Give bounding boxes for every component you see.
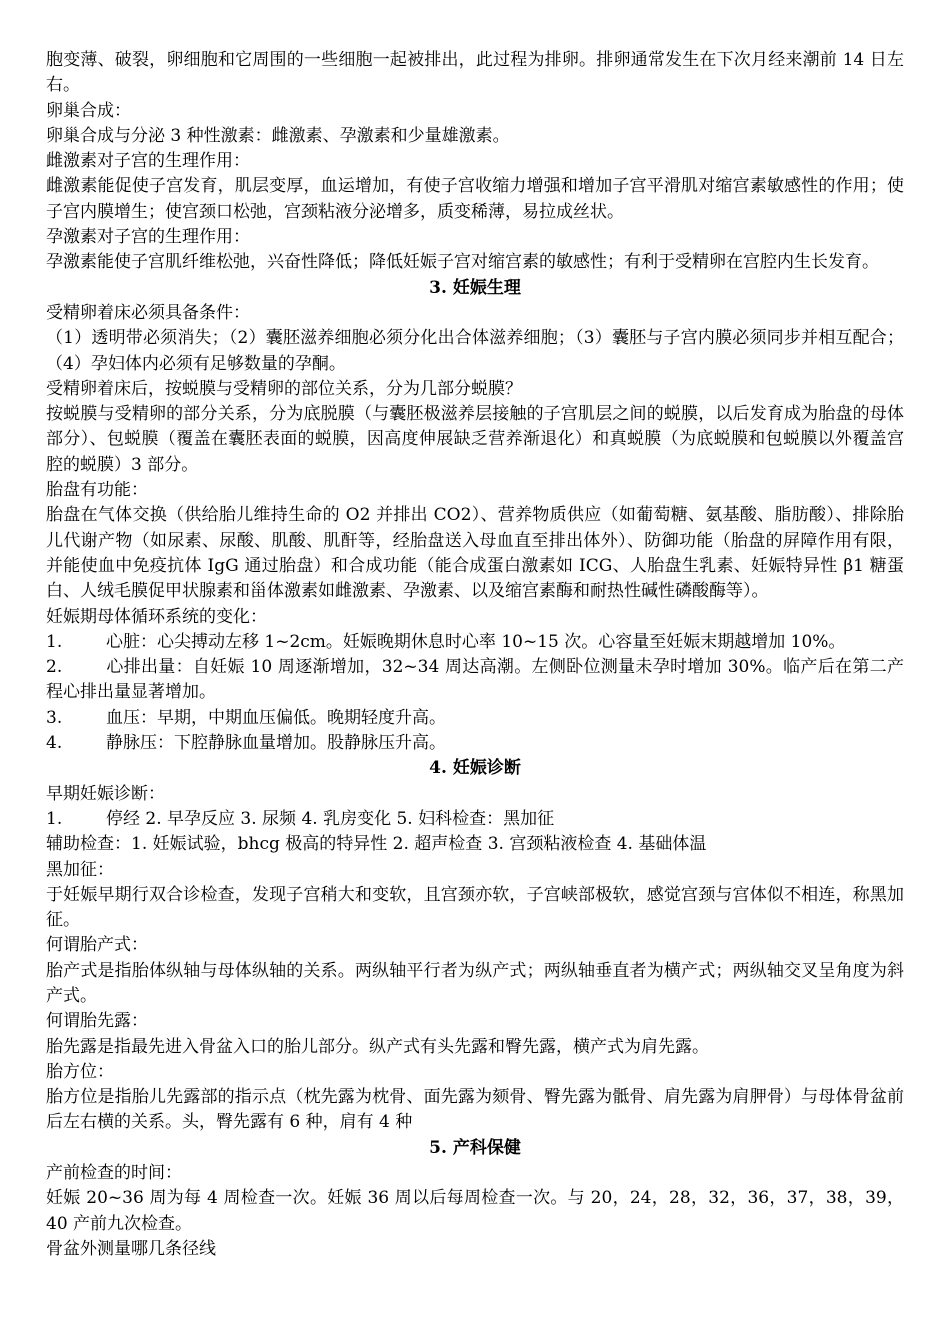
label-prenatal-schedule: 产前检查的时间： [46, 1163, 182, 1184]
label-fetal-position: 胎方位： [46, 1061, 114, 1082]
list-item [46, 731, 904, 756]
label-fetal-lie: 何谓胎产式： [46, 935, 148, 956]
list-item [46, 706, 904, 731]
label-pelvic-measurement: 骨盆外测量哪几条径线 [46, 1238, 216, 1259]
list-item [46, 807, 904, 832]
list-text: 停经 2. 早孕反应 3. 尿频 4. 乳房变化 5. 妇科检查：黑加征 [106, 808, 555, 829]
section-heading-pregnancy-physiology: 3. 妊娠生理 [429, 277, 521, 298]
paragraph-placenta-function: 胎盘在气体交换（供给胎儿维持生命的 O2 并排出 CO2）、营养物质供应（如葡萄糖、氨基酸、脂肪酸）、排除胎儿代谢产物（如尿素、尿酸、肌酸、肌酐等，经胎盘送入母血直至排出体外）、防御功能（胎盘的屏障作用有限，并能使血中免疫抗体 IgG 通过胎盘）和合成功能（能合成蛋白激素如 ICG、人胎盘生乳素、妊娠特异性 β1 糖蛋白、人绒毛膜促甲状腺素和甾体激素如雌激素、孕激素、以及缩宫素酶和耐热性碱性磷酸酶等）。 [46, 505, 904, 602]
label-estrogen-uterus: 雌激素对子宫的生理作用： [46, 151, 250, 172]
section-heading-pregnancy-diagnosis: 4. 妊娠诊断 [429, 758, 521, 779]
paragraph-ovulation: 胞变薄、破裂，卵细胞和它周围的一些细胞一起被排出，此过程为排卵。排卵通常发生在下次月经来潮前 14 日左右。 [46, 50, 904, 96]
paragraph-fetal-presentation: 胎先露是指最先进入骨盆入口的胎儿部分。纵产式有头先露和臀先露，横产式为肩先露。 [46, 1036, 709, 1057]
question-decidua-parts: 受精卵着床后，按蜕膜与受精卵的部位关系，分为几部分蜕膜？ [46, 378, 522, 399]
paragraph-fetal-position: 胎方位是指胎儿先露部的指示点（枕先露为枕骨、面先露为颏骨、臀先露为骶骨、肩先露为肩胛骨）与母体骨盆前后左右横的关系。头，臀先露有 6 种，肩有 4 种 [46, 1087, 904, 1133]
list-number: 3. [46, 707, 63, 728]
list-number: 4. [46, 733, 63, 754]
paragraph-auxiliary-tests: 辅助检查：1. 妊娠试验，bhcg 极高的特异性 2. 超声检查 3. 宫颈粘液检查 4. 基础体温 [46, 834, 707, 855]
label-hegar-sign: 黑加征： [46, 859, 114, 880]
paragraph-prenatal-schedule: 妊娠 20~36 周为每 4 周检查一次。妊娠 36 周以后每周检查一次。与 20，24，28，32，36，37，38，39，40 产前九次检查。 [46, 1188, 904, 1234]
paragraph-estrogen-effects: 雌激素能促使子宫发育，肌层变厚，血运增加，有使子宫收缩力增强和增加子宫平滑肌对缩宫素敏感性的作用；使子宫内膜增生；使宫颈口松弛，宫颈粘液分泌增多，质变稀薄，易拉成丝状。 [46, 176, 904, 222]
list-text: 血压：早期，中期血压偏低。晚期轻度升高。 [106, 707, 446, 728]
list-text: 心排出量：自妊娠 10 周逐渐增加，32~34 周达高潮。左侧卧位测量未孕时增加 30%。临产后在第二产程心排出量显著增加。 [46, 657, 904, 703]
label-early-diagnosis: 早期妊娠诊断： [46, 783, 165, 804]
paragraph-hegar-sign: 于妊娠早期行双合诊检查，发现子宫稍大和变软，且宫颈亦软，子宫峡部极软，感觉宫颈与宫体似不相连，称黑加征。 [46, 884, 904, 931]
list-item [46, 655, 904, 706]
paragraph-ovary-hormones: 卵巢合成与分泌 3 种性激素：雌激素、孕激素和少量雄激素。 [46, 125, 510, 146]
paragraph-progesterone-effects: 孕激素能使子宫肌纤维松弛，兴奋性降低；降低妊娠子宫对缩宫素的敏感性；有利于受精卵在宫腔内生长发育。 [46, 252, 879, 273]
list-number: 1. [46, 808, 63, 829]
label-ovary-synthesis: 卵巢合成： [46, 100, 131, 121]
section-heading-obstetric-care: 5. 产科保健 [429, 1137, 521, 1158]
label-circulation-changes: 妊娠期母体循环系统的变化： [46, 606, 267, 627]
label-implantation-conditions: 受精卵着床必须具备条件： [46, 302, 250, 323]
list-text: 静脉压：下腔静脉血量增加。股静脉压升高。 [106, 733, 446, 754]
paragraph-fetal-lie: 胎产式是指胎体纵轴与母体纵轴的关系。两纵轴平行者为纵产式；两纵轴垂直者为横产式；两纵轴交叉呈角度为斜产式。 [46, 960, 904, 1006]
label-progesterone-uterus: 孕激素对子宫的生理作用： [46, 227, 250, 248]
list-number: 2. [46, 657, 63, 678]
paragraph-implantation-conditions: （1）透明带必须消失；（2）囊胚滋养细胞必须分化出合体滋养细胞；（3）囊胚与子宫内膜必须同步并相互配合；（4）孕妇体内必须有足够数量的孕酮。 [46, 328, 904, 374]
list-text: 心脏：心尖搏动左移 1~2cm。妊娠晚期休息时心率 10~15 次。心容量至妊娠末期越增加 10%。 [106, 631, 846, 652]
label-fetal-presentation: 何谓胎先露： [46, 1011, 148, 1032]
label-placenta-function: 胎盘有功能： [46, 480, 148, 501]
list-number: 1. [46, 631, 63, 652]
list-item [46, 630, 904, 655]
paragraph-decidua-parts: 按蜕膜与受精卵的部分关系，分为底脱膜（与囊胚极滋养层接触的子宫肌层之间的蜕膜，以后发育成为胎盘的母体部分）、包蜕膜（覆盖在囊胚表面的蜕膜，因高度伸展缺乏营养渐退化）和真蜕膜（为底蜕膜和包蜕膜以外覆盖宫腔的蜕膜）3 部分。 [46, 404, 904, 475]
